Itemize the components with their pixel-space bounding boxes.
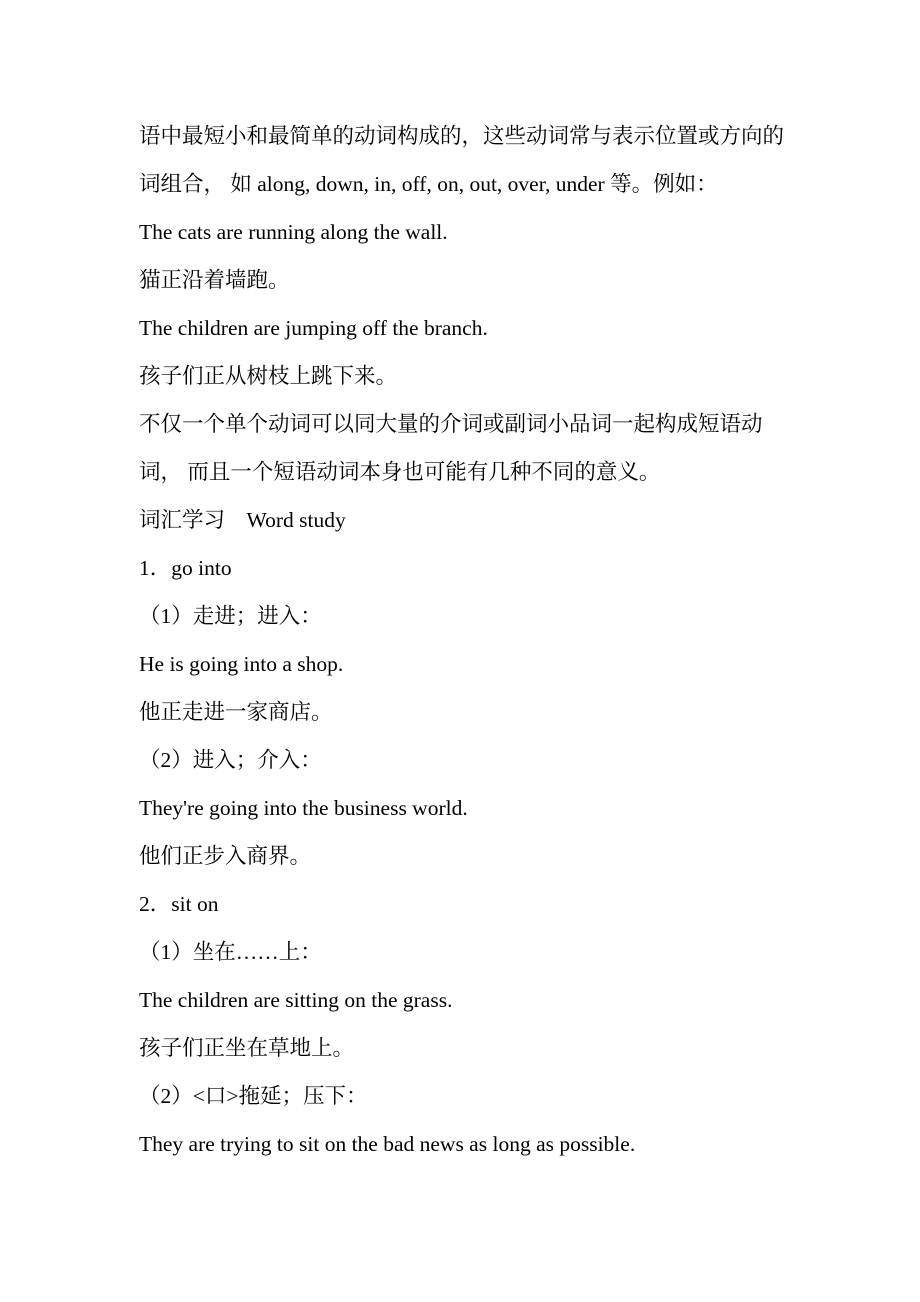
doc-line: 词组合， 如 along, down, in, off, on, out, over, under 等。例如： [139, 172, 718, 196]
doc-line: 孩子们正坐在草地上。 [139, 1036, 355, 1060]
doc-line: The children are sitting on the grass. [139, 988, 453, 1012]
doc-line: （1）走进；进入： [139, 604, 322, 628]
doc-line: The cats are running along the wall. [139, 220, 448, 244]
doc-line: They're going into the business world. [139, 796, 468, 820]
doc-line-item-2-heading: 2．sit on [139, 892, 219, 916]
doc-line-section-heading: 词汇学习 Word study [139, 508, 346, 532]
doc-line: 词， 而且一个短语动词本身也可能有几种不同的意义。 [139, 460, 661, 484]
document-content [139, 112, 830, 1168]
doc-line: （1）坐在……上： [139, 940, 322, 964]
doc-line-item-1-heading: 1．go into [139, 556, 232, 580]
doc-line: 语中最短小和最简单的动词构成的，这些动词常与表示位置或方向的 [139, 124, 785, 148]
doc-line: The children are jumping off the branch. [139, 316, 488, 340]
doc-line: He is going into a shop. [139, 652, 344, 676]
doc-line: 他们正步入商界。 [139, 844, 312, 868]
doc-line: 他正走进一家商店。 [139, 700, 333, 724]
doc-line: （2）<口>拖延；压下： [139, 1084, 368, 1108]
doc-line: 猫正沿着墙跑。 [139, 268, 290, 292]
doc-line: 不仅一个单个动词可以同大量的介词或副词小品词一起构成短语动 [139, 412, 763, 436]
doc-line: 孩子们正从树枝上跳下来。 [139, 364, 398, 388]
doc-line: （2）进入；介入： [139, 748, 322, 772]
doc-line: They are trying to sit on the bad news as long as possible. [139, 1132, 636, 1156]
